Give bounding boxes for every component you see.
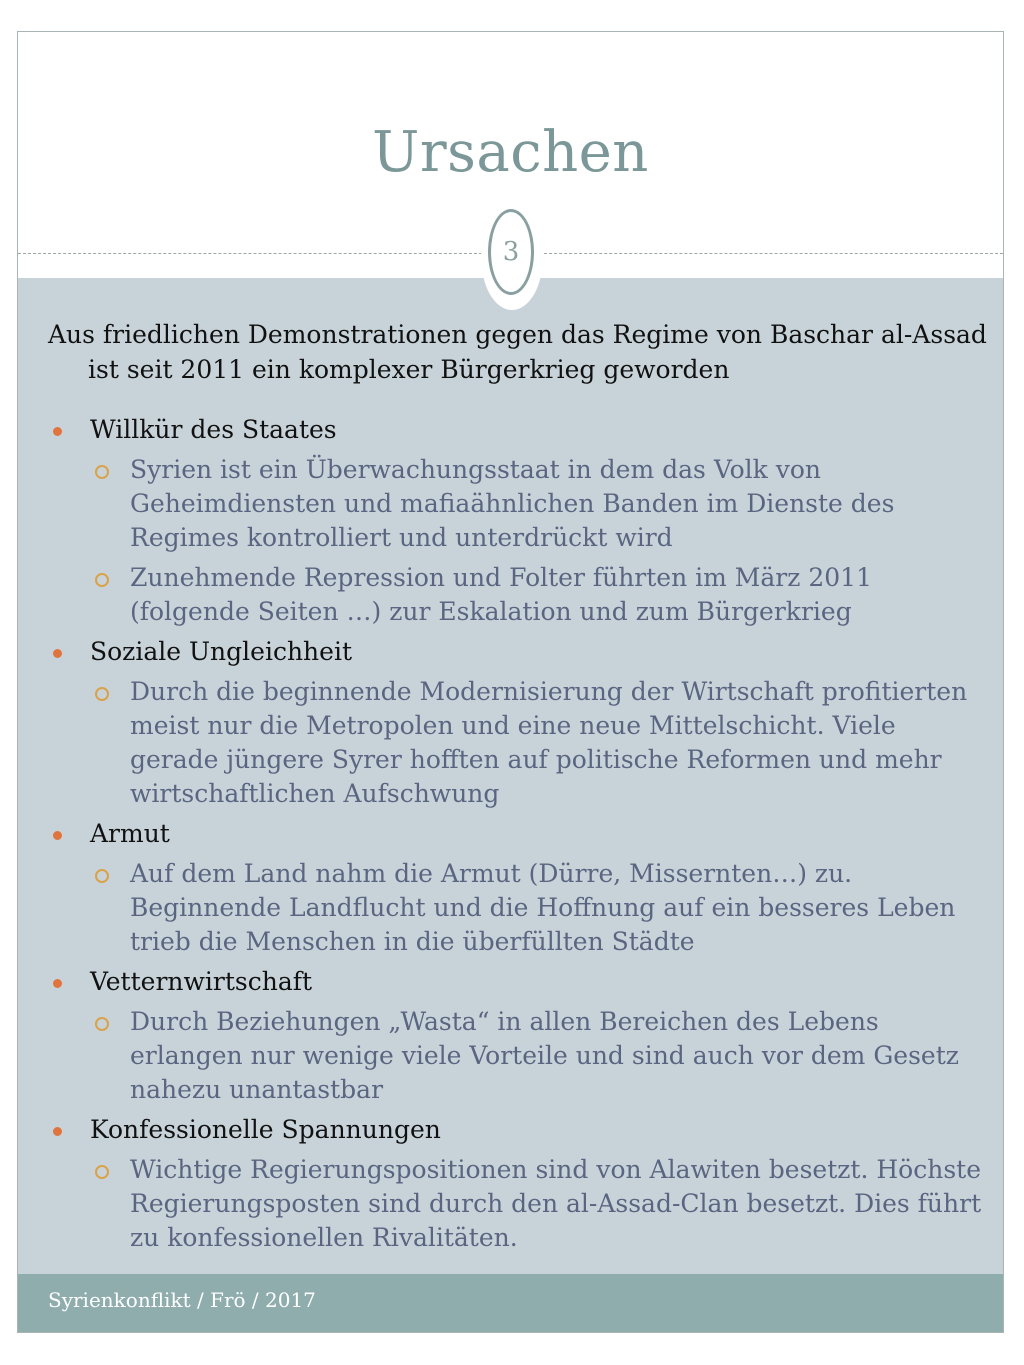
section-heading-label: Vetternwirtschaft (90, 967, 313, 996)
sub-point (48, 453, 988, 555)
section-heading (48, 635, 988, 669)
bullet-dot-icon (53, 427, 62, 436)
intro-text: Aus friedlichen Demonstrationen gegen das Regime von Baschar al-Assad ist seit 2011 ein komplexer Bürgerkrieg geworden (48, 320, 987, 384)
slide (17, 31, 1004, 1333)
slide-body (48, 317, 988, 1261)
bullet-dot-icon (53, 979, 62, 988)
page-number: 3 (488, 209, 534, 295)
sub-point (48, 1153, 988, 1255)
bullet-ring-icon (95, 1165, 109, 1179)
sub-point (48, 857, 988, 959)
sub-point-text: Durch die beginnende Modernisierung der Wirtschaft profitierten meist nur die Metropolen und eine neue Mittelschicht. Viele gerade jüngere Syrer hofften auf politische Reformen und mehr wirtschaftlichen Aufschwung (130, 677, 968, 808)
section-heading-label: Soziale Ungleichheit (90, 637, 352, 666)
section-heading-label: Konfessionelle Spannungen (90, 1115, 441, 1144)
sub-point-text: Wichtige Regierungspositionen sind von Alawiten besetzt. Höchste Regierungsposten sind durch den al-Assad-Clan besetzt. Dies führt zu konfessionellen Rivalitäten. (130, 1155, 982, 1252)
bullet-ring-icon (95, 869, 109, 883)
slide-title: Ursachen (372, 120, 649, 185)
sub-point-text: Auf dem Land nahm die Armut (Dürre, Missernten…) zu. Beginnende Landflucht und die Hoffnung auf ein besseres Leben trieb die Menschen in die überfüllten Städte (130, 859, 956, 956)
section-heading (48, 817, 988, 851)
sub-point (48, 561, 988, 629)
section-heading-label: Armut (90, 819, 170, 848)
sub-point-text: Syrien ist ein Überwachungsstaat in dem das Volk von Geheimdiensten und mafiaähnlichen Banden im Dienste des Regimes kontrolliert und unterdrückt wird (130, 455, 895, 552)
bullet-ring-icon (95, 1017, 109, 1031)
bullet-dot-icon (53, 831, 62, 840)
bullet-dot-icon (53, 649, 62, 658)
sub-point-text: Zunehmende Repression und Folter führten im März 2011 (folgende Seiten …) zur Eskalation und zum Bürgerkrieg (130, 563, 872, 626)
section-heading (48, 1113, 988, 1147)
bullet-ring-icon (95, 573, 109, 587)
footer-text: Syrienkonflikt / Frö / 2017 (48, 1288, 316, 1312)
footer-bar (18, 1274, 1003, 1333)
bullet-dot-icon (53, 1127, 62, 1136)
sub-point (48, 675, 988, 811)
sub-point-text: Durch Beziehungen „Wasta“ in allen Bereichen des Lebens erlangen nur wenige viele Vorteile und sind auch vor dem Gesetz nahezu unantastbar (130, 1007, 959, 1104)
section-heading-label: Willkür des Staates (90, 415, 337, 444)
section-heading (48, 413, 988, 447)
bullet-ring-icon (95, 465, 109, 479)
section-heading (48, 965, 988, 999)
sub-point (48, 1005, 988, 1107)
bullet-ring-icon (95, 687, 109, 701)
